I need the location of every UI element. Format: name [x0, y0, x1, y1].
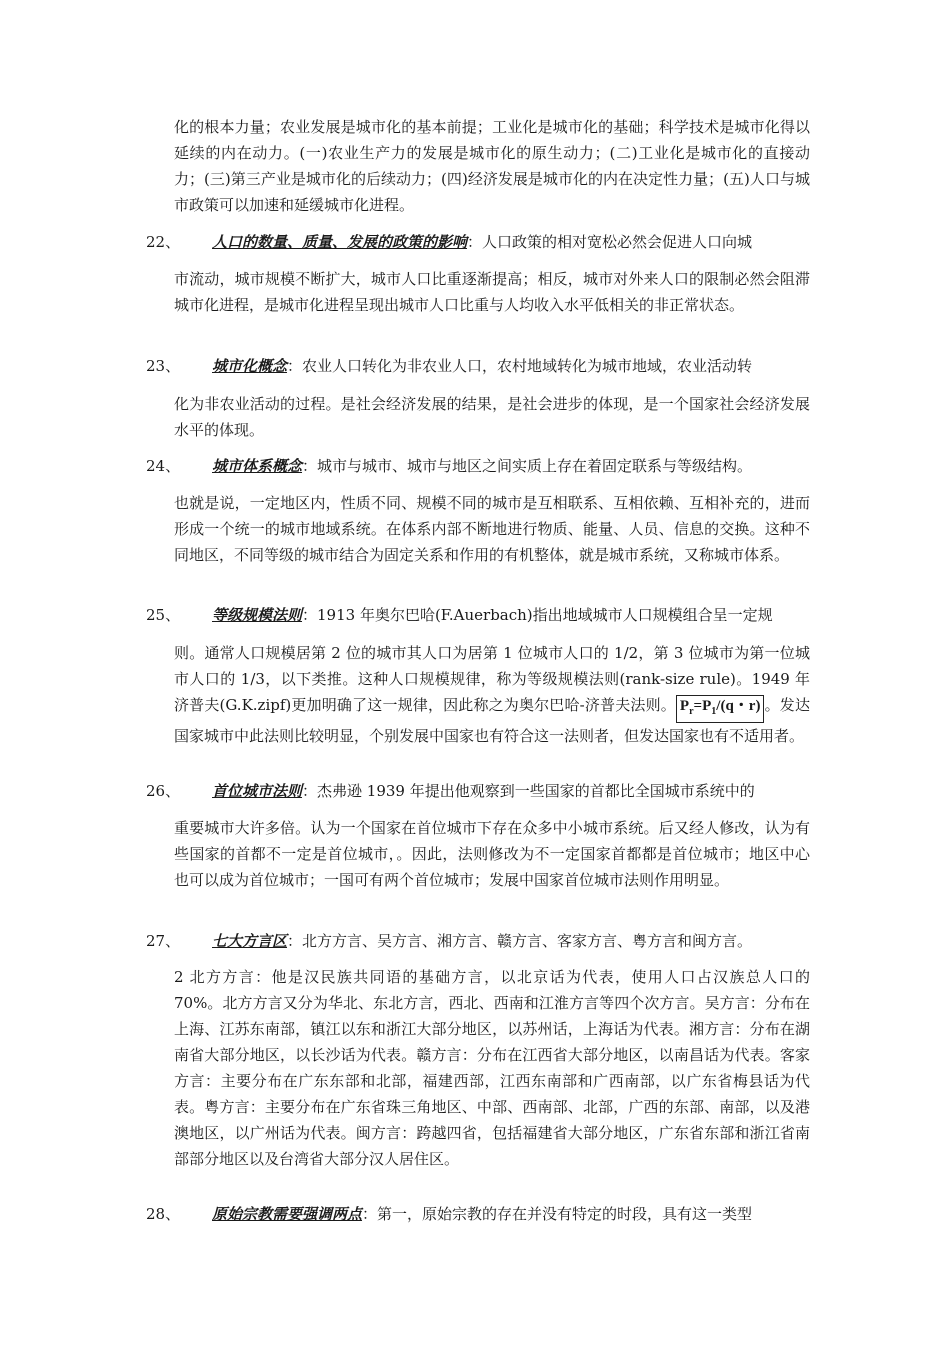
item-number: 26、	[146, 782, 181, 800]
item-term: 七大方言区	[212, 932, 288, 950]
item-term: 人口的数量、质量、发展的政策的影响	[212, 233, 468, 251]
item-number: 25、	[146, 606, 181, 624]
item-term: 等级规模法则	[212, 606, 303, 624]
item-23-body: 化为非农业活动的过程。是社会经济发展的结果，是社会进步的体现，是一个国家社会经济发展水平的体现。	[174, 395, 810, 439]
item-heading	[212, 1201, 812, 1227]
item-term: 首位城市法则	[212, 782, 303, 800]
item-26-body: 重要城市大许多倍。认为一个国家在首位城市下存在众多中小城市系统。后又经人修改，认为有些国家的首都不一定是首位城市，。因此，法则修改为不一定国家首都都是首位城市；地区中心也可以成为首位城市；一国可有两个首位城市；发展中国家首位城市法则作用明显。	[174, 819, 810, 889]
item-lead: ：1913 年奥尔巴哈(F.Auerbach)指出地域城市人口规模组合呈一定规	[302, 606, 773, 624]
item-number: 23、	[146, 357, 181, 375]
item-lead: ：北方方言、吴方言、湘方言、赣方言、客家方言、粤方言和闽方言。	[287, 932, 753, 950]
item-25-text: 则。通常人口规模居第 2 位的城市其人口为居第 1 位城市人口的 1/2，第 3 位城市为第一位城市人口的 1/3，以下类推。这种人口规模规律，称为等级规模法则(rank-size rule)。1949 年济普夫(G.K.zipf)更加明确了这一规律，因此称之为奥尔巴哈-济普夫法则。	[174, 644, 810, 714]
item-22-body: 市流动，城市规模不断扩大，城市人口比重逐渐提高；相反，城市对外来人口的限制必然会阻滞城市化进程，是城市化进程呈现出城市人口比重与人均收入水平低相关的非正常状态。	[174, 270, 810, 314]
item-number: 24、	[146, 457, 181, 475]
item-24-body: 也就是说，一定地区内，性质不同、规模不同的城市是互相联系、互相依赖、互相补充的，进而形成一个统一的城市地域系统。在体系内部不断地进行物质、能量、人员、信息的交换。这种不同地区，不同等级的城市结合为固定关系和作用的有机整体，就是城市系统，又称城市体系。	[174, 494, 810, 564]
item-term: 原始宗教需要强调两点	[212, 1205, 363, 1223]
item-27-body: 2 北方方言：他是汉民族共同语的基础方言，以北京话为代表，使用人口占汉族总人口的 70%。北方方言又分为华北、东北方言，西北、西南和江淮方言等四个次方言。吴方言：分布在上海、江苏东南部，镇江以东和浙江大部分地区，以苏州话，上海话为代表。湘方言：分布在湖南省大部分地区，以长沙话为代表。赣方言：分布在江西省大部分地区，以南昌话为代表。客家方言：主要分布在广东东部和北部，福建西部，江西东南部和广西南部，以广东省梅县话为代表。粤方言：主要分布在广东省珠三角地区、中部、西南部、北部，广西的东部、南部，以及港澳地区，以广州话为代表。闽方言：跨越四省，包括福建省大部分地区，广东省东部和浙江省南部部分地区以及台湾省大部分汉人居住区。	[174, 968, 810, 1168]
item-heading	[212, 229, 812, 255]
item-heading	[212, 602, 812, 628]
item-heading	[212, 928, 812, 954]
item-heading	[212, 453, 812, 479]
intro-paragraph: 化的根本力量；农业发展是城市化的基本前提；工业化是城市化的基础；科学技术是城市化得以延续的内在动力。(一)农业生产力的发展是城市化的原生动力；(二)工业化是城市化的直接动力；(三)第三产业是城市化的后续动力；(四)经济发展是城市化的内在决定性力量；(五)人口与城市政策可以加速和延缓城市化进程。	[174, 118, 810, 214]
item-number: 27、	[146, 932, 181, 950]
item-term: 城市体系概念	[212, 457, 303, 475]
item-25-body	[174, 640, 810, 749]
item-term: 城市化概念	[212, 357, 288, 375]
item-lead: ：杰弗逊 1939 年提出他观察到一些国家的首都比全国城市系统中的	[302, 782, 755, 800]
item-heading	[212, 778, 812, 804]
item-lead: ：第一，原始宗教的存在并没有特定的时段，具有这一类型	[362, 1205, 753, 1223]
item-number: 22、	[146, 233, 181, 251]
item-25-tail: 。发达国家城市中此法则比较明显，个别发展中国家也有符合这一法则者，但发达国家也有不适用者。	[174, 696, 810, 745]
item-lead: ：人口政策的相对宽松必然会促进人口向城	[467, 233, 753, 251]
item-lead: ：农业人口转化为非农业人口，农村地域转化为城市地域，农业活动转	[287, 357, 753, 375]
formula-box: $P_r=P_1/(q$・r)	[676, 695, 765, 723]
item-number: 28、	[146, 1205, 181, 1223]
item-heading	[212, 353, 812, 379]
item-lead: ：城市与城市、城市与地区之间实质上存在着固定联系与等级结构。	[302, 457, 753, 475]
